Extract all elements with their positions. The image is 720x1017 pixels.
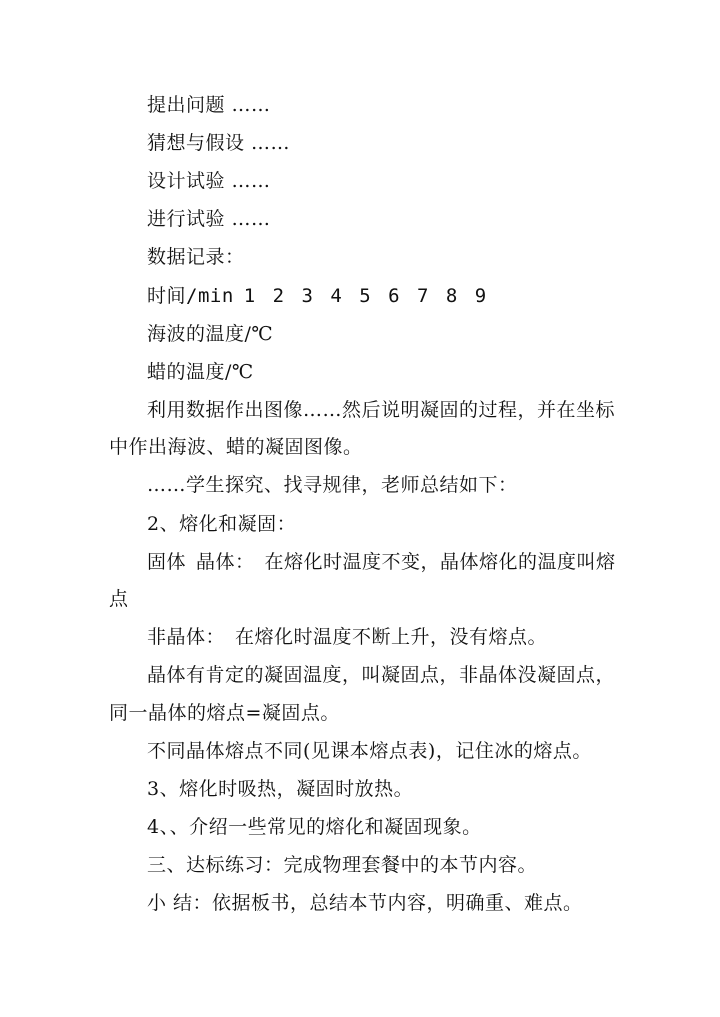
point-3: 3、熔化时吸热，凝固时放热。 [147, 778, 414, 800]
step-conduct-experiment: 进行试验 …… [147, 208, 271, 230]
paragraph-line: 同一晶体的熔点=凝固点。 [109, 702, 340, 724]
crystal-label: 晶体： [196, 551, 255, 573]
time-values: 1 2 3 4 5 6 7 8 9 [243, 285, 490, 307]
step-hypothesis: 猜想与假设 …… [147, 132, 291, 154]
data-record-heading: 数据记录： [147, 246, 245, 268]
hypo-temperature-row: 海波的温度/℃ [147, 323, 274, 345]
crystal-desc: 在熔化时温度不变，晶体熔化的温度叫熔 [264, 551, 616, 573]
summary-line: 小 结：依据板书，总结本节内容，明确重、难点。 [147, 892, 583, 914]
amorphous-desc: 在熔化时温度不断上升，没有熔点。 [235, 626, 548, 648]
amorphous-label: 非晶体： [147, 626, 226, 648]
time-row [0, 283, 720, 309]
paragraph-line: 晶体有肯定的凝固温度，叫凝固点，非晶体没凝固点， [147, 664, 616, 686]
paragraph-line: 点 [109, 588, 129, 610]
paragraph-line: 利用数据作出图像……然后说明凝固的过程，并在坐标 [147, 399, 616, 421]
solid-label: 固体 [147, 551, 187, 573]
section-heading-melting: 2、熔化和凝固： [147, 513, 297, 535]
step-ask-question: 提出问题 …… [147, 94, 271, 116]
step-design-experiment: 设计试验 …… [147, 170, 271, 192]
time-label: 时间/min [147, 285, 234, 307]
paragraph-line: ……学生探究、找寻规律，老师总结如下： [147, 474, 518, 496]
exercise-line: 三、达标练习：完成物理套餐中的本节内容。 [147, 854, 538, 876]
paragraph-line: 不同晶体熔点不同(见课本熔点表)，记住冰的熔点。 [147, 740, 592, 762]
amorphous-line [0, 624, 720, 650]
paragraph-line: 中作出海波、蜡的凝固图像。 [109, 436, 363, 458]
wax-temperature-row: 蜡的温度/℃ [147, 361, 254, 383]
crystal-line [0, 549, 720, 575]
point-4: 4、、介绍一些常见的熔化和凝固现象。 [147, 816, 482, 838]
